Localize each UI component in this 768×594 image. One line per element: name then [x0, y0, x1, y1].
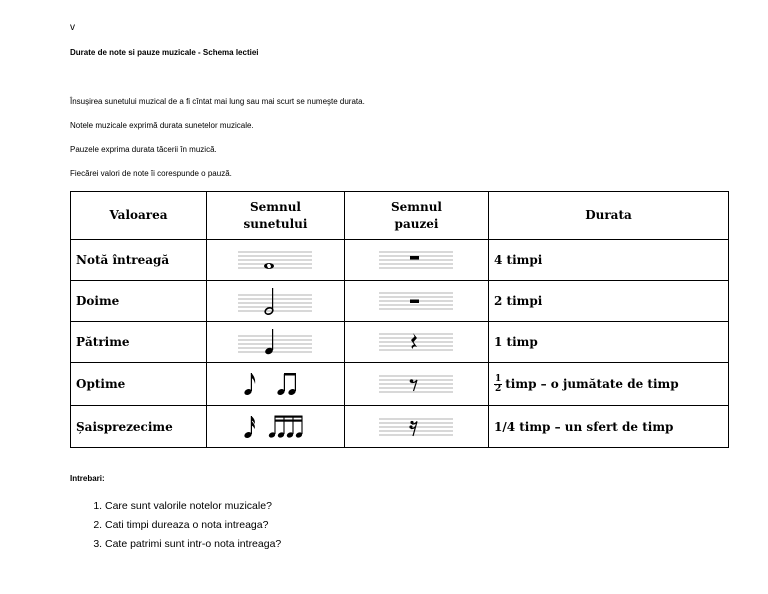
row-duration-whole: 4 timpi — [489, 240, 729, 281]
half-rest-icon — [377, 288, 457, 314]
row-duration-sixteenth: 1/4 timp – un sfert de timp — [489, 406, 729, 448]
half-note-icon — [236, 285, 316, 317]
eighth-notes-icon — [236, 369, 316, 399]
note-duration-table — [70, 191, 729, 448]
table-row — [71, 406, 729, 448]
row-duration-quarter: 1 timp — [489, 322, 729, 363]
corner-mark: v — [70, 22, 75, 33]
row-value-whole: Notă întreagă — [71, 240, 207, 281]
sixteenth-rest-icon — [377, 414, 457, 440]
table-row — [71, 363, 729, 406]
paragraph-3: Pauzele exprima durata tăcerii în muzică. — [70, 145, 217, 154]
paragraph-4: Fiecărei valori de note îi corespunde o pauză. — [70, 169, 232, 178]
page-title: Durate de note si pauze muzicale - Schema lectiei — [70, 48, 259, 57]
paragraph-1: Însușirea sunetului muzical de a fi cîntat mai lung sau mai scurt se numeşte durata. — [70, 97, 365, 106]
table-row — [71, 281, 729, 322]
table-row — [71, 322, 729, 363]
list-item: 3. Cate patrimi sunt intr-o nota intreaga? — [105, 535, 281, 554]
sixteenth-notes-icon — [236, 412, 316, 442]
table-header-row — [71, 192, 729, 240]
row-value-half: Doime — [71, 281, 207, 322]
whole-rest-icon — [377, 247, 457, 273]
header-sound-sign: Semnul sunetului — [207, 192, 345, 240]
whole-note-icon — [236, 247, 316, 273]
quarter-rest-icon — [377, 329, 457, 355]
list-item: 1. Care sunt valorile notelor muzicale? — [105, 497, 281, 516]
table-row — [71, 240, 729, 281]
row-value-eighth: Optime — [71, 363, 207, 406]
row-value-quarter: Pătrime — [71, 322, 207, 363]
eighth-rest-icon — [377, 371, 457, 397]
paragraph-2: Notele muzicale exprimă durata sunetelor muzicale. — [70, 121, 254, 130]
list-item: 2. Cati timpi dureaza o nota intreaga? — [105, 516, 281, 535]
questions-list — [70, 497, 281, 554]
quarter-note-icon — [236, 326, 316, 358]
half-fraction: $\frac{1}{2}$ — [495, 373, 502, 394]
header-duration: Durata — [489, 192, 729, 240]
row-duration-half: 2 timpi — [489, 281, 729, 322]
questions-title: Intrebari: — [70, 474, 105, 483]
row-value-sixteenth: Șaisprezecime — [71, 406, 207, 448]
header-value: Valoarea — [71, 192, 207, 240]
row-duration-eighth: $\frac{1}{2}$ timp – o jumătate de timp — [489, 363, 729, 406]
header-rest-sign: Semnul pauzei — [345, 192, 489, 240]
